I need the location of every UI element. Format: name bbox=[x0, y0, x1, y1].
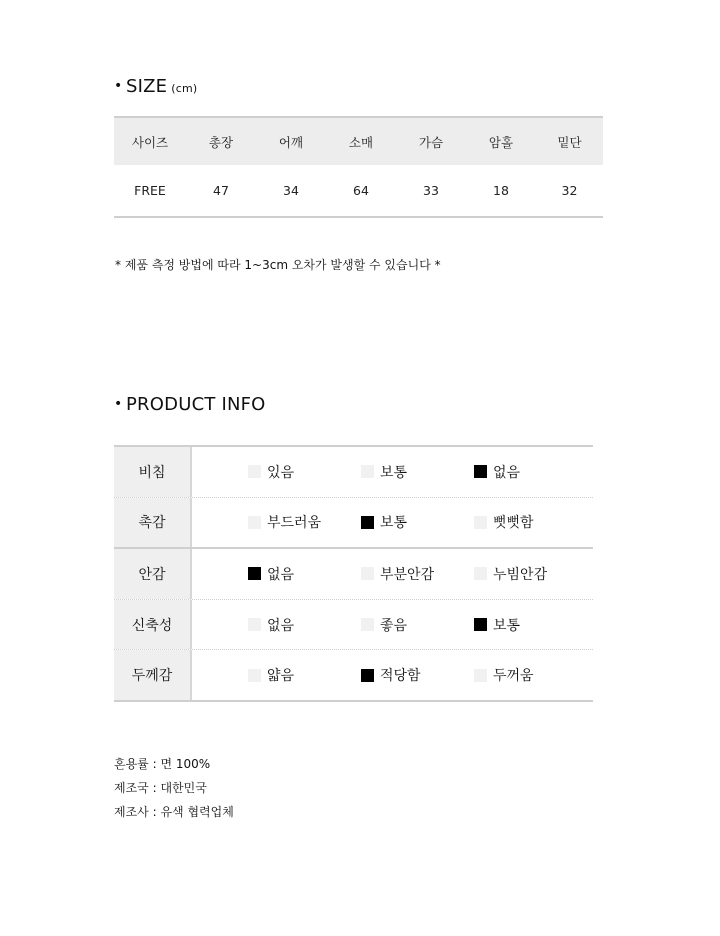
checkbox-icon bbox=[361, 516, 374, 529]
info-option-label: 없음 bbox=[267, 617, 295, 634]
info-option-label: 두꺼움 bbox=[493, 668, 534, 685]
size-header-cell: 소매 bbox=[348, 134, 374, 150]
checkbox-icon bbox=[474, 618, 487, 631]
info-option bbox=[248, 665, 294, 685]
info-option bbox=[248, 462, 294, 482]
size-data-cell: 32 bbox=[561, 183, 578, 198]
info-option bbox=[361, 665, 421, 685]
size-header-cell: 가슴 bbox=[418, 134, 444, 150]
info-row-label: 두께감 bbox=[114, 650, 192, 700]
size-header-cell: 밑단 bbox=[557, 134, 582, 150]
size-unit: (cm) bbox=[171, 82, 198, 95]
checkbox-icon bbox=[248, 567, 261, 580]
info-option bbox=[474, 615, 520, 635]
info-option bbox=[361, 512, 407, 532]
checkbox-icon bbox=[361, 567, 374, 580]
size-data-cell: 64 bbox=[353, 183, 369, 198]
info-option-label: 부분안감 bbox=[380, 566, 435, 583]
size-header-cell: 총장 bbox=[208, 134, 234, 150]
info-option bbox=[361, 564, 434, 584]
bullet: • bbox=[114, 78, 123, 94]
info-row-thickness bbox=[114, 650, 593, 700]
info-option bbox=[361, 462, 407, 482]
checkbox-icon bbox=[248, 669, 261, 682]
checkbox-icon bbox=[474, 669, 487, 682]
info-option bbox=[361, 615, 407, 635]
info-option-label: 보통 bbox=[380, 464, 408, 481]
size-data-cell: 18 bbox=[493, 183, 509, 198]
info-option-label: 얇음 bbox=[267, 668, 295, 685]
info-option bbox=[474, 512, 534, 532]
material-info: 혼용률 : 면 100% bbox=[114, 757, 211, 771]
size-data-cell: 47 bbox=[213, 183, 229, 198]
info-row-stretch bbox=[114, 600, 593, 651]
info-option-label: 없음 bbox=[493, 464, 521, 481]
info-option bbox=[248, 512, 321, 532]
info-option-label: 부드러움 bbox=[267, 515, 322, 532]
bullet: • bbox=[114, 396, 123, 412]
info-option bbox=[474, 564, 547, 584]
info-option-label: 보통 bbox=[493, 617, 521, 634]
country-info: 제조국 : 대한민국 bbox=[114, 781, 207, 795]
size-data-row bbox=[114, 165, 603, 216]
size-header-cell: 어깨 bbox=[278, 134, 304, 150]
checkbox-icon bbox=[474, 516, 487, 529]
info-row-label: 안감 bbox=[114, 549, 192, 599]
info-row-transparency bbox=[114, 447, 593, 498]
size-note: * 제품 측정 방법에 따라 1~3cm 오차가 발생할 수 있습니다 * bbox=[115, 258, 441, 272]
info-option-label: 적당함 bbox=[380, 668, 421, 685]
info-option bbox=[474, 665, 534, 685]
info-row-options bbox=[192, 498, 593, 548]
checkbox-icon bbox=[361, 618, 374, 631]
size-table bbox=[114, 116, 603, 218]
info-option-label: 좋음 bbox=[380, 617, 408, 634]
info-row-options bbox=[192, 650, 593, 700]
size-header-cell: 암홀 bbox=[488, 134, 514, 150]
manufacturer-info: 제조사 : 유색 협력업체 bbox=[114, 805, 234, 819]
info-row-label: 신축성 bbox=[114, 600, 192, 650]
info-row-texture bbox=[114, 498, 593, 550]
checkbox-icon bbox=[361, 465, 374, 478]
product-info-table bbox=[114, 445, 593, 702]
info-row-options bbox=[192, 600, 593, 650]
checkbox-icon bbox=[474, 465, 487, 478]
info-option-label: 뻣뻣함 bbox=[493, 515, 534, 532]
info-option-label: 있음 bbox=[267, 464, 295, 481]
info-option-label: 없음 bbox=[267, 566, 295, 583]
size-header-row bbox=[114, 118, 603, 165]
info-row-lining bbox=[114, 549, 593, 600]
info-row-options bbox=[192, 447, 593, 497]
info-row-options bbox=[192, 549, 593, 599]
checkbox-icon bbox=[248, 465, 261, 478]
info-option-label: 누빔안감 bbox=[493, 566, 548, 583]
info-option bbox=[248, 615, 294, 635]
product-info-heading bbox=[114, 394, 266, 415]
checkbox-icon bbox=[474, 567, 487, 580]
size-title: SIZE bbox=[126, 76, 168, 97]
checkbox-icon bbox=[248, 516, 261, 529]
info-option bbox=[474, 462, 520, 482]
size-data-cell: 33 bbox=[423, 183, 439, 198]
info-option bbox=[248, 564, 294, 584]
size-data-cell: 34 bbox=[283, 183, 299, 198]
info-row-label: 비침 bbox=[114, 447, 192, 497]
size-heading bbox=[114, 76, 197, 97]
info-option-label: 보통 bbox=[380, 515, 408, 532]
info-row-label: 촉감 bbox=[114, 498, 192, 548]
checkbox-icon bbox=[248, 618, 261, 631]
size-header-cell: 사이즈 bbox=[131, 134, 169, 150]
size-data-cell: FREE bbox=[134, 183, 166, 198]
checkbox-icon bbox=[361, 669, 374, 682]
product-info-title: PRODUCT INFO bbox=[126, 394, 266, 415]
